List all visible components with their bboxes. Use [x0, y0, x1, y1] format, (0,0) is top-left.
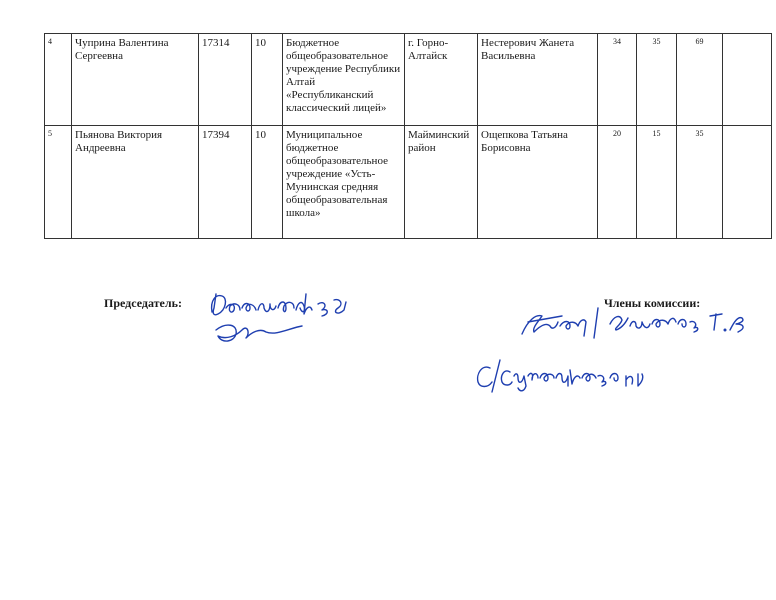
score-total: 35: [677, 126, 723, 239]
chairman-signature: [206, 284, 356, 356]
score-part-1: 20: [598, 126, 637, 239]
participant-name: Пьянова Виктория Андреевна: [72, 126, 199, 239]
extra-cell: [723, 126, 772, 239]
table-row: [45, 34, 772, 126]
district: Майминский район: [405, 126, 478, 239]
grade: 10: [252, 126, 283, 239]
score-part-2: 15: [637, 126, 677, 239]
teacher-name: Нестерович Жанета Васильевна: [478, 34, 598, 126]
commission-members-label: Члены комиссии:: [604, 296, 701, 310]
school-name: Бюджетное общеобразовательное учреждение Республики Алтай «Республиканский классический лицей»: [283, 34, 405, 126]
district: г. Горно-Алтайск: [405, 34, 478, 126]
teacher-name: Ощепкова Татьяна Борисовна: [478, 126, 598, 239]
results-table: [44, 33, 772, 239]
row-number: 5: [45, 126, 72, 239]
chairman-label: Председатель:: [104, 296, 182, 310]
score-part-2: 35: [637, 34, 677, 126]
member-1-signature: [514, 300, 752, 344]
participant-name: Чуприна Валентина Сергеевна: [72, 34, 199, 126]
school-name: Муниципальное бюджетное общеобразовательное учреждение «Усть-Мунинская средняя общеобразовательная школа»: [283, 126, 405, 239]
extra-cell: [723, 34, 772, 126]
score-total: 69: [677, 34, 723, 126]
score-part-1: 34: [598, 34, 637, 126]
participant-code: 17314: [199, 34, 252, 126]
table-row: [45, 126, 772, 239]
participant-code: 17394: [199, 126, 252, 239]
row-number: 4: [45, 34, 72, 126]
member-2-signature: [470, 354, 650, 398]
grade: 10: [252, 34, 283, 126]
